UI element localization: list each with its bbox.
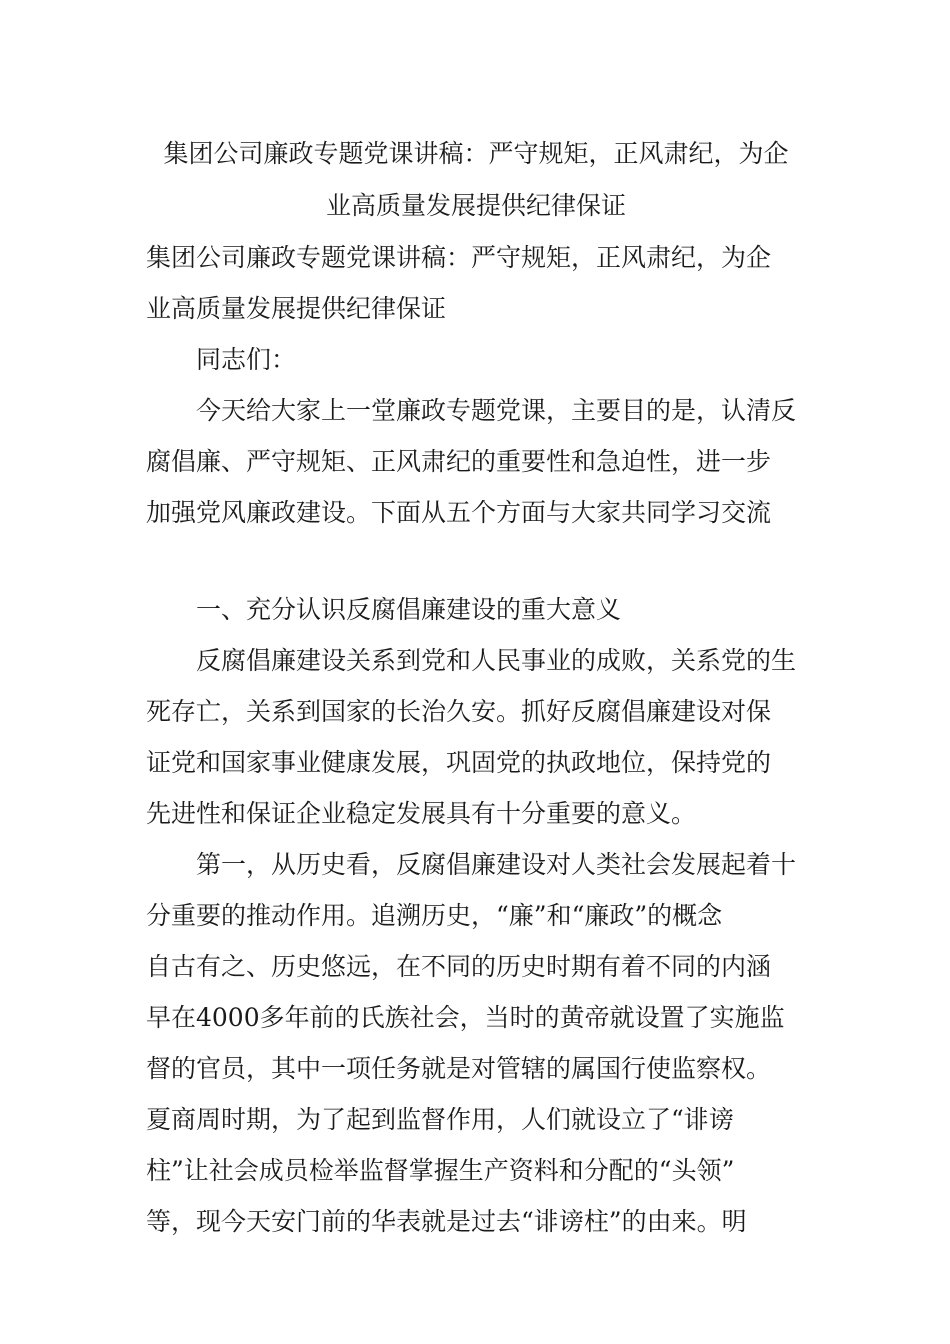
title-line-2: 业高质量发展提供纪律保证 <box>325 191 626 220</box>
s1p2-line-2: 分重要的推动作用。追溯历史，“廉”和“廉政”的概念 <box>146 901 723 930</box>
subtitle-line-2: 业高质量发展提供纪律保证 <box>146 294 447 323</box>
s1p2-line-1: 第一，从历史看，反腐倡廉建设对人类社会发展起着十 <box>196 850 797 879</box>
section-1-paragraph-1 <box>146 635 806 839</box>
s1p2-line-4: 早在4000多年前的氏族社会，当时的黄帝就设置了实施监 <box>146 1003 785 1032</box>
s1p1-line-4: 先进性和保证企业稳定发展具有十分重要的意义。 <box>146 799 697 828</box>
section-1-heading: 一、充分认识反腐倡廉建设的重大意义 <box>196 595 622 624</box>
greeting: 同志们： <box>196 345 297 374</box>
s1p2-line-3: 自古有之、历史悠远，在不同的历史时期有着不同的内涵 <box>146 952 772 981</box>
s1p2-line-6: 夏商周时期，为了起到监督作用，人们就设立了“诽谤 <box>146 1105 734 1134</box>
intro-line-1: 今天给大家上一堂廉政专题党课，主要目的是，认清反 <box>196 396 797 425</box>
subtitle-paragraph <box>146 232 806 334</box>
s1p2-line-5: 督的官员，其中一项任务就是对管辖的属国行使监察权。 <box>146 1054 772 1083</box>
section-1-paragraph-2 <box>146 839 806 1247</box>
subtitle-line-1: 集团公司廉政专题党课讲稿：严守规矩，正风肃纪，为企 <box>146 243 772 272</box>
intro-paragraph <box>146 385 806 538</box>
s1p1-line-2: 死存亡，关系到国家的长治久安。抓好反腐倡廉建设对保 <box>146 697 772 726</box>
s1p1-line-1: 反腐倡廉建设关系到党和人民事业的成败，关系党的生 <box>196 646 797 675</box>
title-line-1: 集团公司廉政专题党课讲稿：严守规矩，正风肃纪，为企 <box>163 139 789 168</box>
paragraph-spacer <box>146 538 806 584</box>
s1p2-line-8: 等，现今天安门前的华表就是过去“诽谤柱”的由来。明 <box>146 1207 747 1236</box>
s1p1-line-3: 证党和国家事业健康发展，巩固党的执政地位，保持党的 <box>146 748 772 777</box>
intro-line-2: 腐倡廉、严守规矩、正风肃纪的重要性和急迫性，进一步 <box>146 447 772 476</box>
s1p2-line-7: 柱”让社会成员检举监督掌握生产资料和分配的“头领” <box>146 1156 735 1185</box>
document-title <box>146 128 806 232</box>
document-page <box>146 128 806 1247</box>
intro-line-3: 加强党风廉政建设。下面从五个方面与大家共同学习交流 <box>146 498 772 527</box>
